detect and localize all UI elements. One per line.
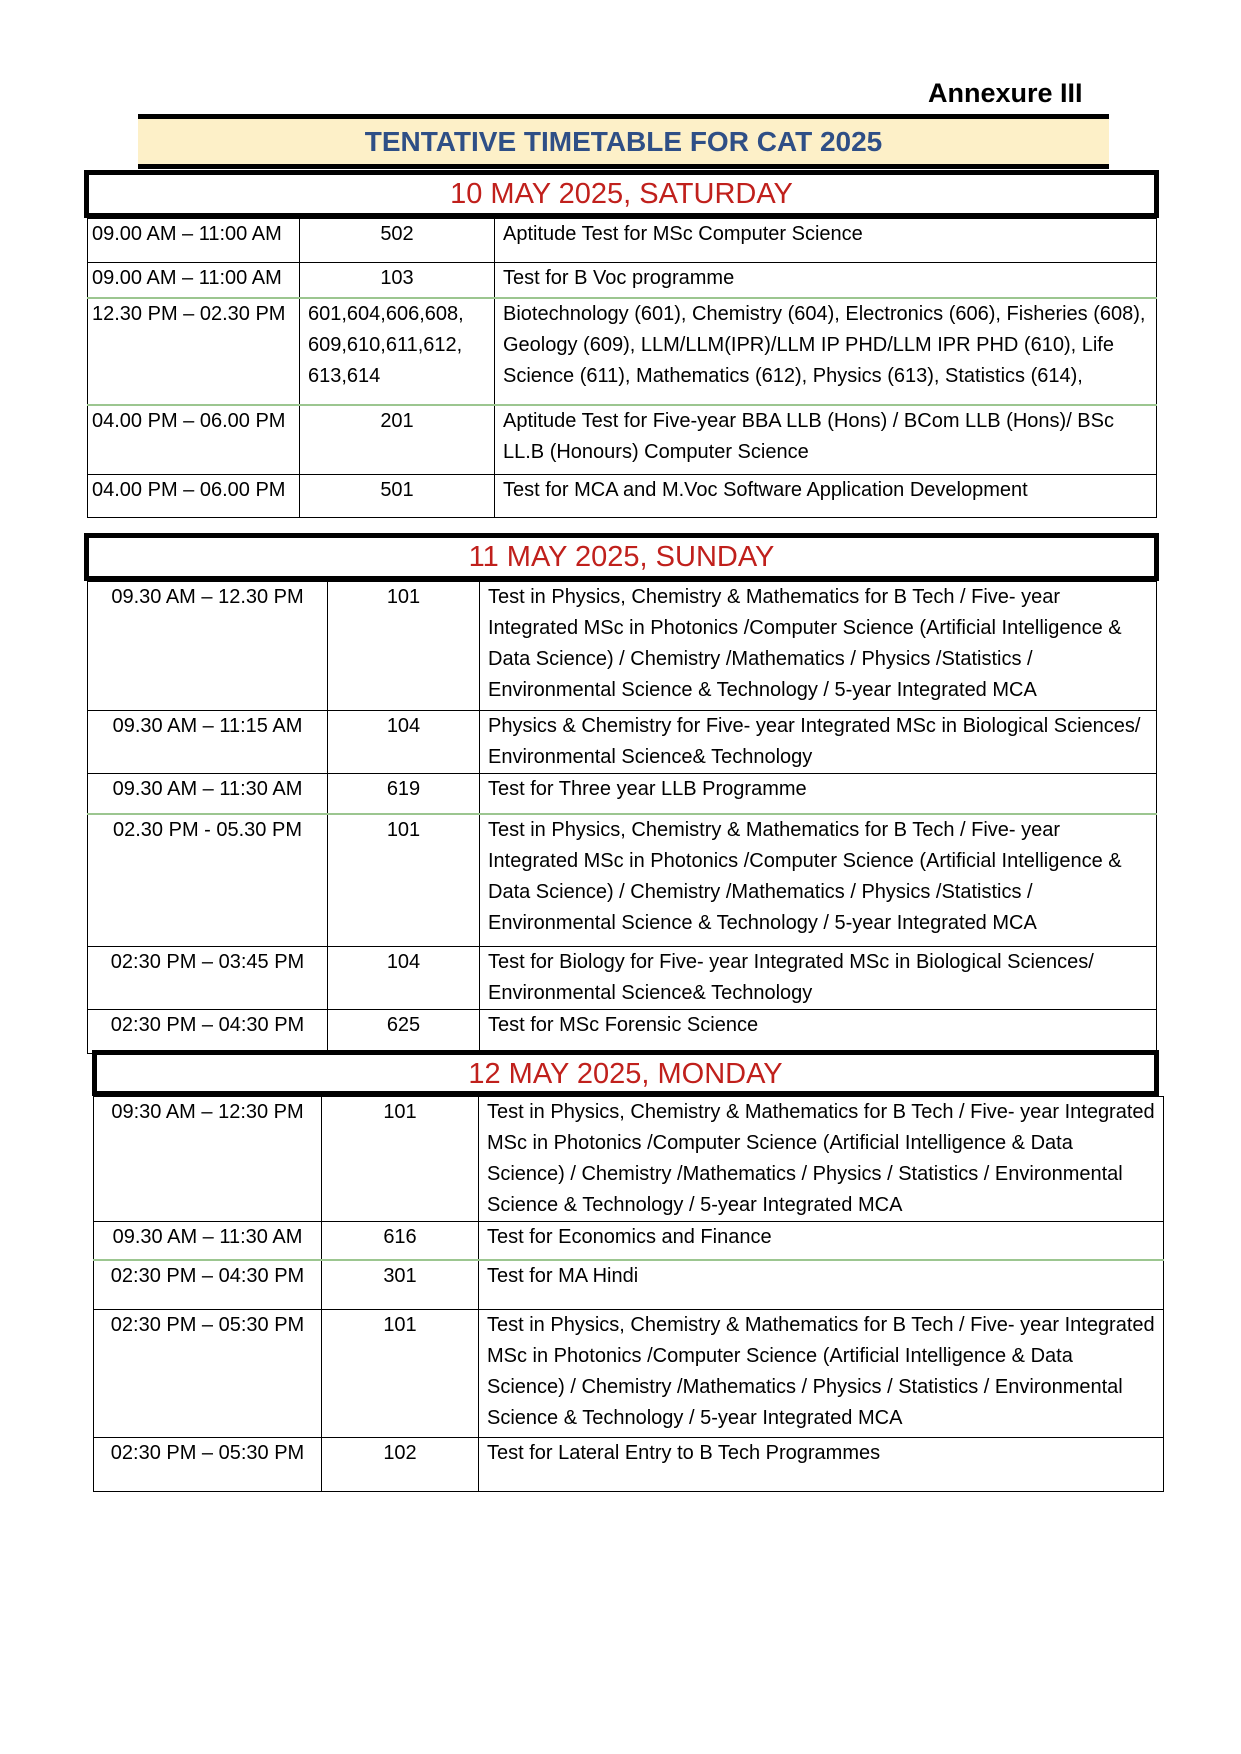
test-description: Biotechnology (601), Chemistry (604), Electronics (606), Fisheries (608), Geology (609), LLM/LLM(IPR)/LLM IP PHD/LLM IPR PHD (610), Life Science (611), Mathematics (612), Physics (613), Statistics (614), [495,298,1157,405]
test-description: Test for Three year LLB Programme [480,774,1157,814]
test-description: Test for B Voc programme [495,263,1157,298]
time-cell: 09.00 AM – 11:00 AM [88,219,300,263]
timetable-sunday [87,581,1157,1054]
test-description: Test for Lateral Entry to B Tech Programmes [479,1438,1164,1492]
code-cell: 601,604,606,608, 609,610,611,612, 613,614 [300,298,495,405]
code-cell: 104 [328,711,480,774]
test-description: Test in Physics, Chemistry & Mathematics for B Tech / Five- year Integrated MSc in Photonics /Computer Science (Artificial Intelligence & Data Science) / Chemistry /Mathematics / Physics / Statistics / Environmental Science & Technology / 5-year Integrated MCA [479,1310,1164,1438]
code-cell: 625 [328,1010,480,1054]
timetable-saturday [87,218,1157,518]
table-row [88,475,1157,518]
table-row [88,219,1157,263]
test-description: Test in Physics, Chemistry & Mathematics for B Tech / Five- year Integrated MSc in Photonics /Computer Science (Artificial Intelligence & Data Science) / Chemistry /Mathematics / Physics / Statistics / Environmental Science & Technology / 5-year Integrated MCA [479,1097,1164,1222]
test-description: Test in Physics, Chemistry & Mathematics for B Tech / Five- year Integrated MSc in Photonics /Computer Science (Artificial Intelligence & Data Science) / Chemistry /Mathematics / Physics /Statistics / Environmental Science & Technology / 5-year Integrated MCA [480,582,1157,711]
time-cell: 04.00 PM – 06.00 PM [88,475,300,518]
test-description: Test for MCA and M.Voc Software Application Development [495,475,1157,518]
time-cell: 09:30 AM – 12:30 PM [94,1097,322,1222]
table-row [88,1010,1157,1054]
time-cell: 12.30 PM – 02.30 PM [88,298,300,405]
annexure-label: Annexure III [928,78,1083,108]
table-row [88,814,1157,947]
time-cell: 04.00 PM – 06.00 PM [88,405,300,475]
code-cell: 502 [300,219,495,263]
code-cell: 501 [300,475,495,518]
time-cell: 02:30 PM – 04:30 PM [88,1010,328,1054]
code-cell: 104 [328,947,480,1010]
test-description: Test for Economics and Finance [479,1222,1164,1260]
day-heading-monday: 12 MAY 2025, MONDAY [92,1050,1159,1096]
table-row [94,1222,1164,1260]
time-cell: 02:30 PM – 05:30 PM [94,1310,322,1438]
test-description: Test in Physics, Chemistry & Mathematics for B Tech / Five- year Integrated MSc in Photonics /Computer Science (Artificial Intelligence & Data Science) / Chemistry /Mathematics / Physics /Statistics / Environmental Science & Technology / 5-year Integrated MCA [480,814,1157,947]
page-title: TENTATIVE TIMETABLE FOR CAT 2025 [138,114,1109,169]
test-description: Aptitude Test for MSc Computer Science [495,219,1157,263]
day-heading-saturday: 10 MAY 2025, SATURDAY [84,170,1159,218]
table-row [94,1438,1164,1492]
time-cell: 09.30 AM – 11:30 AM [94,1222,322,1260]
code-cell: 101 [328,814,480,947]
code-cell: 301 [322,1260,479,1310]
code-cell: 616 [322,1222,479,1260]
table-row [94,1097,1164,1222]
code-cell: 103 [300,263,495,298]
code-cell: 201 [300,405,495,475]
time-cell: 02.30 PM - 05.30 PM [88,814,328,947]
time-cell: 02:30 PM – 03:45 PM [88,947,328,1010]
time-cell: 09.30 AM – 11:30 AM [88,774,328,814]
table-row [88,405,1157,475]
table-row [94,1260,1164,1310]
test-description: Aptitude Test for Five-year BBA LLB (Hons) / BCom LLB (Hons)/ BSc LL.B (Honours) Computer Science [495,405,1157,475]
table-row [88,711,1157,774]
code-cell: 101 [322,1310,479,1438]
time-cell: 09.30 AM – 11:15 AM [88,711,328,774]
code-cell: 102 [322,1438,479,1492]
table-row [94,1310,1164,1438]
table-row [88,582,1157,711]
code-cell: 101 [322,1097,479,1222]
time-cell: 02:30 PM – 04:30 PM [94,1260,322,1310]
test-description: Test for MSc Forensic Science [480,1010,1157,1054]
time-cell: 09.30 AM – 12.30 PM [88,582,328,711]
test-description: Test for Biology for Five- year Integrated MSc in Biological Sciences/ Environmental Science& Technology [480,947,1157,1010]
test-description: Test for MA Hindi [479,1260,1164,1310]
test-description: Physics & Chemistry for Five- year Integrated MSc in Biological Sciences/ Environmental Science& Technology [480,711,1157,774]
code-cell: 619 [328,774,480,814]
table-row [88,263,1157,298]
timetable-monday [93,1096,1164,1492]
day-heading-sunday: 11 MAY 2025, SUNDAY [84,533,1159,581]
table-row [88,947,1157,1010]
code-cell: 101 [328,582,480,711]
table-row [88,298,1157,405]
table-row [88,774,1157,814]
time-cell: 09.00 AM – 11:00 AM [88,263,300,298]
time-cell: 02:30 PM – 05:30 PM [94,1438,322,1492]
